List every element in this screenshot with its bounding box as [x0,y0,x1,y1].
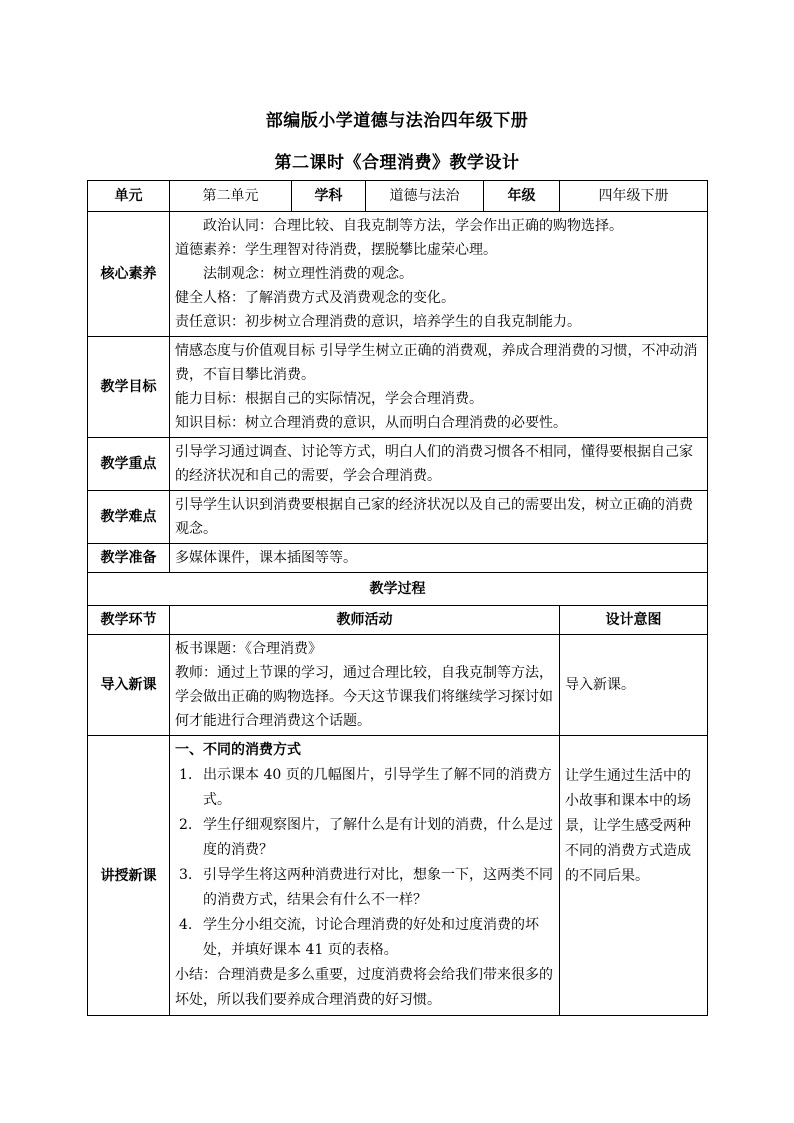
header-row [88,181,708,212]
intro-line: 教师：通过上节课的学习，通过合理比较，自我克制等方法，学会做出正确的购物选择。今天这节课我们将继续学习探讨如何才能进行合理消费这个话题。 [175,665,553,729]
core-line: 健全人格：了解消费方式及消费观念的变化。 [175,290,455,306]
list-item-number: 1. [179,767,193,783]
lecture-heading: 一、不同的消费方式 [175,742,301,758]
list-item [175,863,554,913]
intro-intent: 导入新课。 [560,635,708,736]
unit-label: 单元 [88,181,170,212]
prep-content: 多媒体课件，课本插图等等。 [170,544,708,573]
list-item [175,913,554,963]
process-title-row [88,573,708,606]
lecture-summary: 小结：合理消费是多么重要，过度消费将会给我们带来很多的坏处，所以我们要养成合理消费的好习惯。 [175,967,553,1008]
intro-label: 导入新课 [88,635,170,736]
lesson-title: 第二课时《合理消费》教学设计 [274,153,520,173]
core-literacy-content [170,212,708,337]
core-literacy-label: 核心素养 [88,212,170,337]
difficulty-label: 教学难点 [88,491,170,544]
process-title: 教学过程 [88,573,708,606]
prep-row [88,544,708,573]
goals-label: 教学目标 [88,337,170,438]
prep-label: 教学准备 [88,544,170,573]
goal-line: 知识目标：树立合理消费的意识，从而明白合理消费的必要性。 [175,415,567,431]
list-item [175,763,554,813]
key-points-label: 教学重点 [88,438,170,491]
process-header-row [88,606,708,635]
list-item-text: 出示课本 40 页的几幅图片，引导学生了解不同的消费方式。 [203,767,552,808]
intro-row [88,635,708,736]
subject-label: 学科 [292,181,366,212]
goals-content [170,337,708,438]
list-item-text: 学生分小组交流，讨论合理消费的好处和过度消费的坏处，并填好课本 41 页的表格。 [203,917,539,958]
goals-row [88,337,708,438]
difficulty-row [88,491,708,544]
core-line: 道德素养：学生理智对待消费，摆脱攀比虚荣心理。 [175,242,497,258]
grade-value: 四年级下册 [560,181,708,212]
key-points-row [88,438,708,491]
list-item-number: 3. [179,867,193,883]
subject-value: 道德与法治 [366,181,484,212]
list-item-text: 引导学生将这两种消费进行对比，想象一下，这两类不同的消费方式，结果会有什么不一样？ [203,867,553,908]
list-item-text: 学生仔细观察图片，了解什么是有计划的消费，什么是过度的消费？ [203,817,553,858]
core-literacy-row [88,212,708,337]
unit-value: 第二单元 [170,181,292,212]
teacher-activity-header: 教师活动 [170,606,560,635]
core-line: 法制观念：树立理性消费的观念。 [203,266,413,282]
list-item-number: 4. [179,917,193,933]
lecture-label: 讲授新课 [88,736,170,1016]
goal-line: 能力目标：根据自己的实际情况，学会合理消费。 [175,391,483,407]
core-line: 责任意识：初步树立合理消费的意识，培养学生的自我克制能力。 [175,314,581,330]
core-line: 政治认同：合理比较、自我克制等方法，学会作出正确的购物选择。 [203,218,623,234]
design-intent-header: 设计意图 [560,606,708,635]
intro-activity [170,635,560,736]
key-points-content: 引导学习通过调查、讨论等方式，明白人们的消费习惯各不相同，懂得要根据自己家的经济状况和自己的需要，学会合理消费。 [170,438,708,491]
lesson-plan-table [87,180,708,1016]
difficulty-content: 引导学生认识到消费要根据自己家的经济状况以及自己的需要出发，树立正确的消费观念。 [170,491,708,544]
goal-line: 情感态度与价值观目标 引导学生树立正确的消费观，养成合理消费的习惯，不冲动消费，不盲目攀比消费。 [175,343,698,383]
document-title: 部编版小学道德与法治四年级下册 [265,111,529,131]
intro-line: 板书课题：《合理消费》 [175,641,322,657]
lecture-activity [170,736,560,1016]
lecture-row [88,736,708,1016]
list-item [175,813,554,863]
list-item-number: 2. [179,817,193,833]
grade-label: 年级 [484,181,560,212]
stage-header: 教学环节 [88,606,170,635]
lecture-intent: 让学生通过生活中的小故事和课本中的场景，让学生感受两种不同的消费方式造成的不同后果。 [560,736,708,1016]
